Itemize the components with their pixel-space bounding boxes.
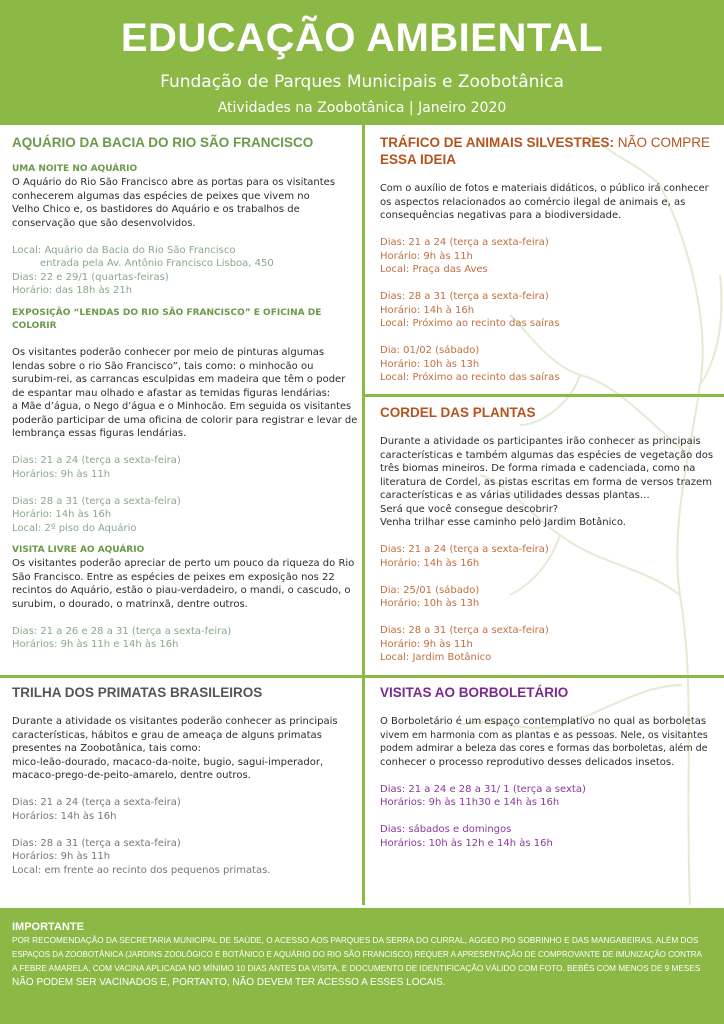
dias-info: Dias: 21 a 24 e 28 a 31/ 1 (terça a sexta)	[380, 783, 586, 795]
notice-text	[12, 920, 712, 990]
subsection-title-livre: VISITA LIVRE AO AQUÁRIO	[12, 545, 145, 555]
dias-info: Dia: 01/02 (sábado)	[380, 345, 480, 356]
horario-info: Horário: 14h à 16h	[380, 304, 475, 316]
text-line: surubim, o dourado, o matrinxã, dentre outros.	[12, 598, 248, 610]
horario-info: Horário: 14h às 16h	[380, 557, 480, 569]
subsection-title-exposicao-2: COLORIR	[12, 320, 57, 331]
text-line: características e as várias utilidades dessas plantas…	[380, 490, 650, 501]
local-info: Local: em frente ao recinto dos pequenos primatas.	[12, 864, 271, 876]
local-info: Local: Próximo ao recinto das saíras	[380, 318, 560, 329]
text-line: os aspectos relacionados ao comércio ilegal de animais e, as	[380, 196, 686, 208]
local-info: Local: Jardim Botânico	[380, 652, 492, 663]
dias-info: Dia: 25/01 (sábado)	[380, 584, 480, 596]
page-subtitle: Fundação de Parques Municipais e Zoobotânica	[160, 72, 564, 92]
subsection-title-noite: UMA NOITE NO AQUÁRIO	[12, 164, 138, 174]
subsection-title-exposicao: EXPOSIÇÃO “LENDAS DO RIO SÃO FRANCISCO” E OFICINA DE	[12, 307, 322, 318]
text-line: surubim-rei, as carrancas esculpidas em madeira que têm o poder	[12, 374, 346, 385]
text-line: de espantar mau olhado e afastar as temidas figuras lendárias:	[12, 387, 331, 399]
horario-info: Horários: 9h às 11h30 e 14h às 16h	[380, 797, 560, 808]
section-trafico	[380, 134, 715, 385]
text-line: três biomas mineiros. De forma rimada e cadenciada, como na	[380, 463, 696, 474]
local-info: Local: Praça das Aves	[380, 264, 488, 275]
text-line: presentes na Zoobotânica, tais como:	[12, 743, 201, 754]
text-line: recintos do Aquário, estão o piau-verdadeiro, o mandi, o cascudo, o	[12, 585, 351, 596]
horario-info: Horário: 10h às 13h	[380, 598, 480, 609]
dias-info: Dias: 28 a 31 (terça a sexta-feira)	[12, 495, 181, 507]
section-primatas	[12, 684, 357, 877]
notice-line: NÃO PODEM SER VACINADOS E, PORTANTO, NÃO DEVEM TER ACESSO A ESSES LOCAIS.	[12, 977, 446, 988]
horario-info: Horários: 9h às 11h	[12, 468, 111, 480]
dias-info: Dias: 21 a 26 e 28 a 31 (terça a sexta-feira)	[12, 625, 232, 637]
horario-info: Horários: 14h às 16h	[12, 810, 117, 822]
text-line: Será que você consegue descobrir?	[380, 503, 559, 515]
notice-line: ESPAÇOS DA ZOOBOTÂNICA (JARDINS ZOOLÓGICO E BOTÂNICO E AQUÁRIO DO RIO SÃO FRANCISCO) REQUER A APRESENTAÇÃO DE COMPROVANTE DE IMUNIZAÇÃO CONTRA	[12, 950, 702, 959]
section-title-cordel: CORDEL DAS PLANTAS	[380, 405, 536, 420]
horario-info: Horário: 10h às 13h	[380, 358, 480, 370]
notice-line: A FEBRE AMARELA, COM VACINA APLICADA NO MÍNIMO 10 DIAS ANTES DA VISITA, E DOCUMENTO DE IDENTIFICAÇÃO VÁLIDO COM FOTO. BEBÊS COM MENOS DE 9 MESES	[12, 964, 701, 973]
notice-line: POR RECOMENDAÇÃO DA SECRETARIA MUNICIPAL DE SAÚDE, O ACESSO AOS PARQUES DA SERRA DO CURRAL, AGGEO PIO SOBRINHO E DAS MANGABEIRAS, ALÉM DOS	[12, 936, 699, 945]
section-title-aquario: AQUÁRIO DA BACIA DO RIO SÃO FRANCISCO	[12, 135, 314, 150]
title-bold: TRÁFICO DE ANIMAIS SILVESTRES:	[380, 135, 615, 150]
section-title-trafico	[380, 134, 715, 151]
text-line: Os visitantes poderão conhecer por meio de pinturas algumas	[12, 347, 325, 358]
dias-info: Dias: 22 e 29/1 (quartas-feiras)	[12, 271, 169, 283]
text-line: O Borboletário é um espaço contemplativo no qual as borboletas	[380, 716, 707, 727]
text-line: conservação que são desenvolvidos.	[12, 217, 196, 229]
text-line: Com o auxílio de fotos e materiais didáticos, o público irá conhecer	[380, 183, 709, 194]
text-line: podem admirar a beleza das cores e formas das borboletas, além de	[380, 743, 708, 754]
text-line: mico-leão-dourado, macaco-da-noite, bugio, sagui-imperador,	[12, 756, 324, 768]
text-line: conhecerem algumas das espécies de peixes que vivem no	[12, 190, 310, 202]
text-line: a Mãe d’água, o Nego d’água e o Minhocão. Em seguida os visitantes	[12, 401, 352, 412]
text-line: Durante a atividade os visitantes poderão conhecer as principais	[12, 716, 338, 727]
header-banner	[0, 0, 724, 125]
local-info: Local: Próximo ao recinto das saíras	[380, 372, 560, 383]
page-title: EDUCAÇÃO AMBIENTAL	[120, 16, 604, 60]
notice-title: IMPORTANTE	[12, 921, 84, 933]
section-cordel	[380, 404, 715, 665]
horario-info: Horários: 9h às 11h e 14h às 16h	[12, 639, 179, 650]
section-borboletario	[380, 684, 715, 850]
text-line: Os visitantes poderão apreciar de perto um pouco da riqueza do Rio	[12, 558, 355, 569]
horario-info: Horário: 9h às 11h	[380, 638, 473, 650]
dias-info: Dias: sábados e domingos	[380, 824, 512, 835]
text-line: poderão participar de uma oficina de colorir para registrar e levar de	[12, 414, 358, 426]
section-title-trafico-2: ESSA IDEIA	[380, 152, 457, 167]
footer-notice	[0, 908, 724, 1024]
dias-info: Dias: 28 a 31 (terça a sexta-feira)	[12, 837, 181, 849]
text-line: conhecer o processo reprodutivo desses delicados insetos.	[380, 756, 675, 768]
divider-middle	[0, 675, 724, 678]
dias-info: Dias: 21 a 24 (terça a sexta-feira)	[380, 544, 549, 555]
section-aquario	[12, 134, 357, 652]
text-line: características, hábitos e grau de ameaça de alguns primatas	[12, 729, 322, 741]
dias-info: Dias: 28 a 31 (terça a sexta-feira)	[380, 625, 549, 636]
column-divider	[362, 125, 365, 905]
local-address: entrada pela Av. Antônio Francisco Lisboa, 450	[40, 258, 274, 269]
text-line: características e também algumas das espécies de vegetação dos	[380, 449, 714, 461]
dias-info: Dias: 28 a 31 (terça a sexta-feira)	[380, 291, 549, 302]
horario-info: Horários: 10h às 12h e 14h às 16h	[380, 837, 553, 849]
text-line: São Francisco. Entre as espécies de peixes em exposição nos 22	[12, 571, 335, 583]
text-line: lendas sobre o rio São Francisco”, tais como: o minhocão ou	[12, 360, 314, 372]
title-rest: NÃO COMPRE	[614, 135, 711, 150]
text-line: Venha trilhar esse caminho pelo Jardim Botânico.	[380, 517, 626, 528]
text-line: macaco-prego-de-peito-amarelo, dentre outros.	[12, 770, 251, 781]
text-line: lembrança essas figuras lendárias.	[12, 428, 187, 439]
page-subtitle-date: Atividades na Zoobotânica | Janeiro 2020	[217, 100, 507, 116]
local-info: Local: 2º piso do Aquário	[12, 522, 137, 534]
dias-info: Dias: 21 a 24 (terça a sexta-feira)	[12, 797, 181, 808]
horario-info: Horário: das 18h às 21h	[12, 285, 133, 296]
section-title-borboletario: VISITAS AO BORBOLETÁRIO	[380, 685, 569, 700]
dias-info: Dias: 21 a 24 (terça a sexta-feira)	[12, 455, 181, 466]
section-title-primatas: TRILHA DOS PRIMATAS BRASILEIROS	[12, 685, 263, 700]
divider-trafico-cordel	[365, 394, 724, 397]
text-line: literatura de Cordel, as pistas escritas em forma de versos trazem	[380, 476, 712, 488]
horario-info: Horário: 9h às 11h	[380, 250, 473, 262]
text-line: Velho Chico e, os bastidores do Aquário e os trabalhos de	[12, 204, 300, 215]
horario-info: Horários: 9h às 11h	[12, 851, 111, 862]
text-line: Durante a atividade os participantes irão conhecer as principais	[380, 436, 701, 447]
text-line: consequências negativas para a biodiversidade.	[380, 210, 622, 221]
horario-info: Horário: 14h às 16h	[12, 509, 112, 520]
dias-info: Dias: 21 a 24 (terça a sexta-feira)	[380, 237, 549, 248]
text-line: O Aquário do Rio São Francisco abre as portas para os visitantes	[12, 177, 336, 188]
local-info: Local: Aquário da Bacia do Rio São Francisco	[12, 244, 236, 256]
text-line: vivem em harmonia com as plantas e as pessoas. Nele, os visitantes	[380, 729, 708, 741]
